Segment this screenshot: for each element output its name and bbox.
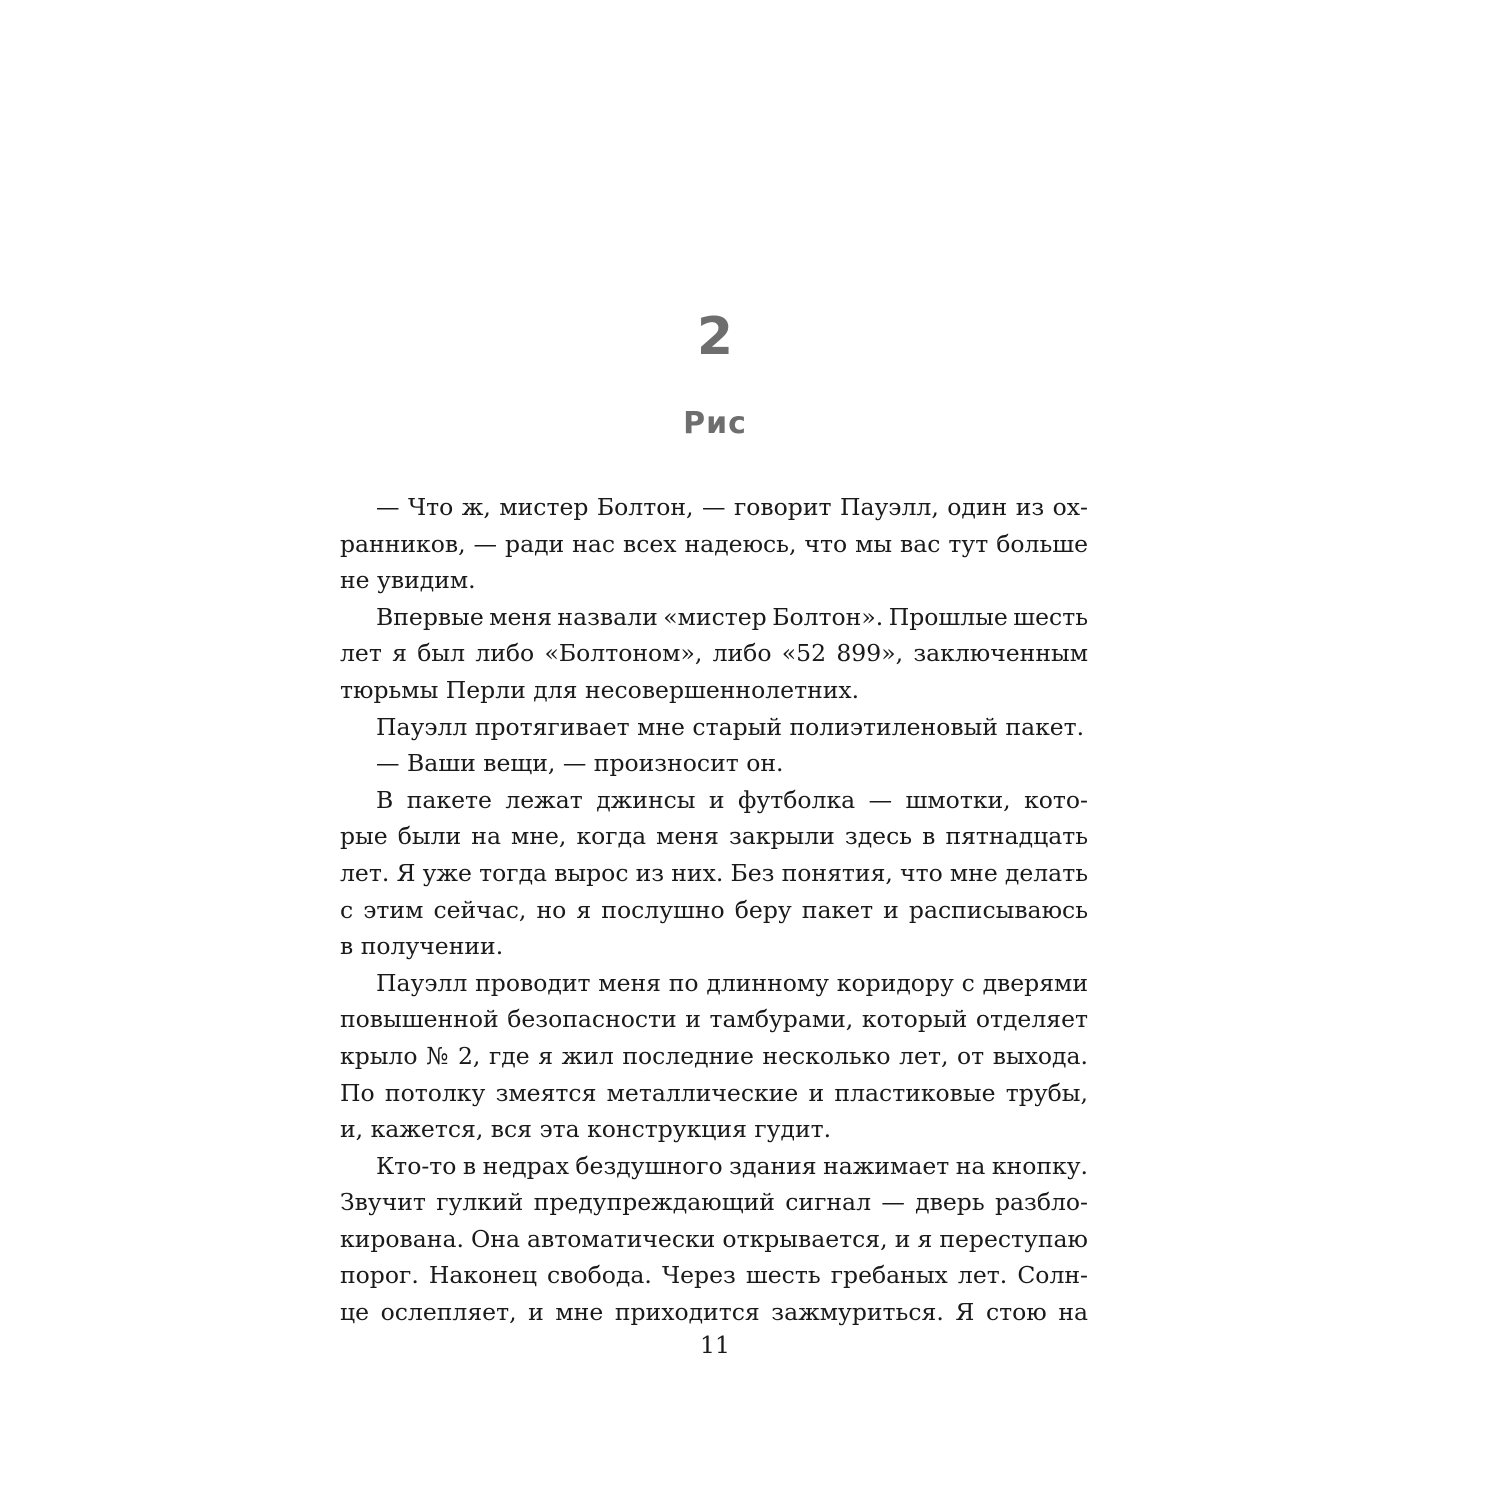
text-line: порог. Наконец свобода. Через шесть гребаных лет. Солн- (340, 1261, 1088, 1290)
text-line: в получении. (340, 932, 504, 961)
text-line: крыло № 2, где я жил последние несколько лет, от выхода. (340, 1041, 1088, 1070)
chapter-number: 2 (696, 307, 734, 367)
text-line: По потолку змеятся металлические и пластиковые трубы, (340, 1078, 1088, 1107)
text-line: — Что ж, мистер Болтон, — говорит Пауэлл, один из ох- (376, 493, 1088, 521)
body-text (340, 489, 1088, 1331)
text-line: кирована. Она автоматически открывается, и я переступаю (340, 1224, 1088, 1253)
text-line: и, кажется, вся эта конструкция гудит. (340, 1115, 832, 1144)
text-line: Пауэлл протягивает мне старый полиэтиленовый пакет. (376, 712, 1085, 741)
page-number: 11 (700, 1331, 730, 1359)
text-line: Впервые меня назвали «мистер Болтон». Прошлые шесть (376, 602, 1088, 631)
text-line: це ослепляет, и мне приходится зажмуриться. Я стою на (340, 1298, 1088, 1327)
text-line: повышенной безопасности и тамбурами, который отделяет (340, 1005, 1088, 1034)
chapter-title: Рис (683, 406, 747, 441)
text-line: В пакете лежат джинсы и футболка — шмотки, кото- (376, 785, 1088, 814)
text-line: Звучит гулкий предупреждающий сигнал — дверь разбло- (340, 1188, 1088, 1217)
text-line: тюрьмы Перли для несовершеннолетних. (340, 675, 860, 704)
text-line: Кто-то в недрах бездушного здания нажимает на кнопку. (376, 1151, 1088, 1180)
text-line: не увидим. (340, 566, 476, 595)
text-line: рые были на мне, когда меня закрыли здесь в пятнадцать (340, 822, 1088, 851)
text-line: лет. Я уже тогда вырос из них. Без понятия, что мне делать (340, 858, 1088, 887)
text-line: с этим сейчас, но я послушно беру пакет и расписываюсь (340, 895, 1088, 924)
text-line: Пауэлл проводит меня по длинному коридору с дверями (376, 968, 1088, 997)
text-line: ранников, — ради нас всех надеюсь, что мы вас тут больше (340, 529, 1088, 558)
text-line: — Ваши вещи, — произносит он. (376, 749, 784, 778)
text-line: лет я был либо «Болтоном», либо «52 899», заключенным (340, 639, 1088, 668)
